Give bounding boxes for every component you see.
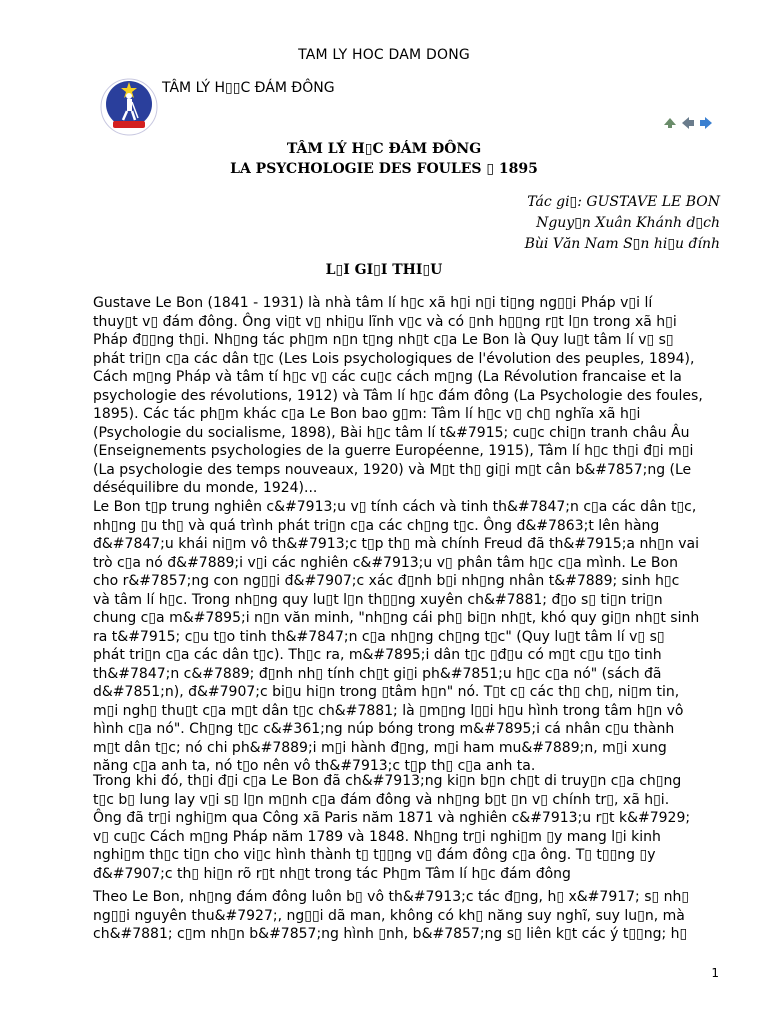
credit-editor: Bùi Văn Nam S▯n hi▯u đính [524, 236, 720, 252]
page-number: 1 [711, 966, 719, 980]
credit-translator: Nguy▯n Xuân Khánh d▯ch [536, 215, 720, 231]
credit-author: Tác gi▯: GUSTAVE LE BON [527, 194, 720, 210]
paragraph-experience: Trong khi đó, th▯i đ▯i c▯a Le Bon đã ch&#7913;ng ki▯n b▯n ch▯t di truy▯n c▯a ch▯ng t▯c b▯ lung lay v▯i s▯ l▯n m▯nh c▯a đám đông và nh▯ng b▯t ▯n v▯ chính tr▯, xã h▯i. Ông đã tr▯i nghi▯m qua Công xã Paris năm 1871 và nghiên c&#7913;u r▯t k&#7929; v▯ cu▯c Cách m▯ng Pháp năm 1789 và 1848. Nh▯ng tr▯i nghi▯m ▯y mang l▯i kinh nghi▯m th▯c ti▯n cho vi▯c hình thành t▯ t▯▯ng v▯ đám đông c▯a ông. T▯ t▯▯ng ▯y đ&#7907;c th▯ hi▯n rõ r▯t nh▯t trong tác Ph▯m Tâm lí h▯c đám đông [93, 773, 691, 882]
first-page-icon[interactable] [663, 115, 677, 129]
document-subtitle: TÂM LÝ H▯▯C ĐÁM ĐÔNG [162, 80, 335, 96]
title-line-french: LA PSYCHOLOGIE DES FOULES ▯ 1895 [230, 161, 538, 177]
title-line-vietnamese: TÂM LÝ H▯C ĐÁM ĐÔNG [286, 141, 482, 157]
next-page-icon[interactable] [699, 115, 713, 129]
section-heading: L▯I GI▯I THI▯U [325, 262, 443, 278]
document-header-title: TAM LY HOC DAM DONG [298, 47, 470, 63]
credits-block [525, 192, 720, 255]
paragraph-research: Le Bon t▯p trung nghiên c&#7913;u v▯ tính cách và tinh th&#7847;n c▯a các dân t▯c, nh▯ng ▯u th▯ và quá trình phát tri▯n c▯a các ch▯ng t▯c. Ông đ&#7863;t lên hàng đ&#7847;u khái ni▯m vô th&#7913;c t▯p th▯ mà chính Freud đã th&#7915;a nh▯n vai trò c▯a nó đ&#7889;i v▯i các nghiên c&#7913;u v▯ phân tâm h▯c c▯a mình. Le Bon cho r&#7857;ng con ng▯▯i đ&#7907;c xác đ▯nh b▯i nh▯ng nhân t&#7889; sinh h▯c và tâm lí h▯c. Trong nh▯ng quy lu▯t l▯n th▯▯ng xuyên ch&#7881; đ▯o s▯ ti▯n tri▯n chung c▯a m&#7895;i n▯n văn minh, "nh▯ng cái ph▯ bi▯n nh▯t, khó quy gi▯n nh▯t sinh ra t&#7915; c▯u t▯o tinh th&#7847;n c▯a nh▯ng ch▯ng t▯c" (Quy lu▯t tâm lí v▯ s▯ phát tri▯n c▯a các dân t▯c). Th▯c ra, m&#7895;i dân t▯c ▯đ▯u có m▯t c▯u t▯o tinh th&#7847;n c&#7889; đ▯nh nh▯ tính ch▯t gi▯i ph&#7851;u h▯c c▯a nó" (sách đã d&#7851;n), đ&#7907;c bi▯u hi▯n trong ▯tâm h▯n" nó. T▯t c▯ các th▯ ch▯, ni▯m tin, m▯i ngh▯ thu▯t c▯a m▯t dân t▯c ch&#7881; là ▯m▯ng l▯▯i h▯u hình trong tâm h▯n vô hình c▯a nó". Ch▯ng t▯c c&#361;ng núp bóng trong m&#7895;i cá nhân c▯u thành m▯t dân t▯c; nó chi ph&#7889;i m▯i hành đ▯ng, m▯i ham mu&#7889;n, m▯i xung năng c▯a anh ta, nó t▯o nên vô th&#7913;c t▯p th▯ c▯a anh ta. [93, 499, 700, 774]
logo-emblem-icon [100, 78, 158, 136]
previous-page-icon[interactable] [681, 115, 695, 129]
paragraph-intro: Gustave Le Bon (1841 - 1931) là nhà tâm lí h▯c xã h▯i n▯i ti▯ng ng▯▯i Pháp v▯i lí thuy▯t v▯ đám đông. Ông vi▯t v▯ nhi▯u lĩnh v▯c và có ▯nh h▯▯ng r▯t l▯n trong xã h▯i Pháp đ▯▯ng th▯i. Nh▯ng tác ph▯m n▯n t▯ng nh▯t c▯a Le Bon là Quy lu▯t tâm lí v▯ s▯ phát tri▯n c▯a các dân t▯c (Les Lois psychologiques de l'évolution des peuples, 1894), Cách m▯ng Pháp và tâm tí h▯c v▯ các cu▯c cách m▯ng (La Révolution francaise et la psychologie des révolutions, 1912) và Tâm lí h▯c đám đông (La Psychologie des foules, 1895). Các tác ph▯m khác c▯a Le Bon bao g▯m: Tâm lí h▯c v▯ ch▯ nghĩa xã h▯i (Psychologie du socialisme, 1898), Bài h▯c tâm lí t&#7915; cu▯c chi▯n tranh châu Âu (Enseignements psychologies de la guerre Européenne, 1915), Tâm lí h▯c th▯i đ▯i m▯i (La psychologie des temps nouveaux, 1920) và M▯t th▯ gi▯i m▯t cân b&#7857;ng (Le déséquilibre du monde, 1924)... [93, 295, 703, 496]
paragraph-crowds: Theo Le Bon, nh▯ng đám đông luôn b▯ vô th&#7913;c tác đ▯ng, h▯ x&#7917; s▯ nh▯ ng▯▯i nguyên thu&#7927;, ng▯▯i dã man, không có kh▯ năng suy nghĩ, suy lu▯n, mà ch&#7881; c▯m nh▯n b&#7857;ng hình ▯nh, b&#7857;ng s▯ liên k▯t các ý t▯▯ng; h▯ [93, 889, 690, 942]
page-navigation [663, 115, 713, 129]
document-title [0, 139, 768, 179]
organization-logo [100, 78, 158, 136]
